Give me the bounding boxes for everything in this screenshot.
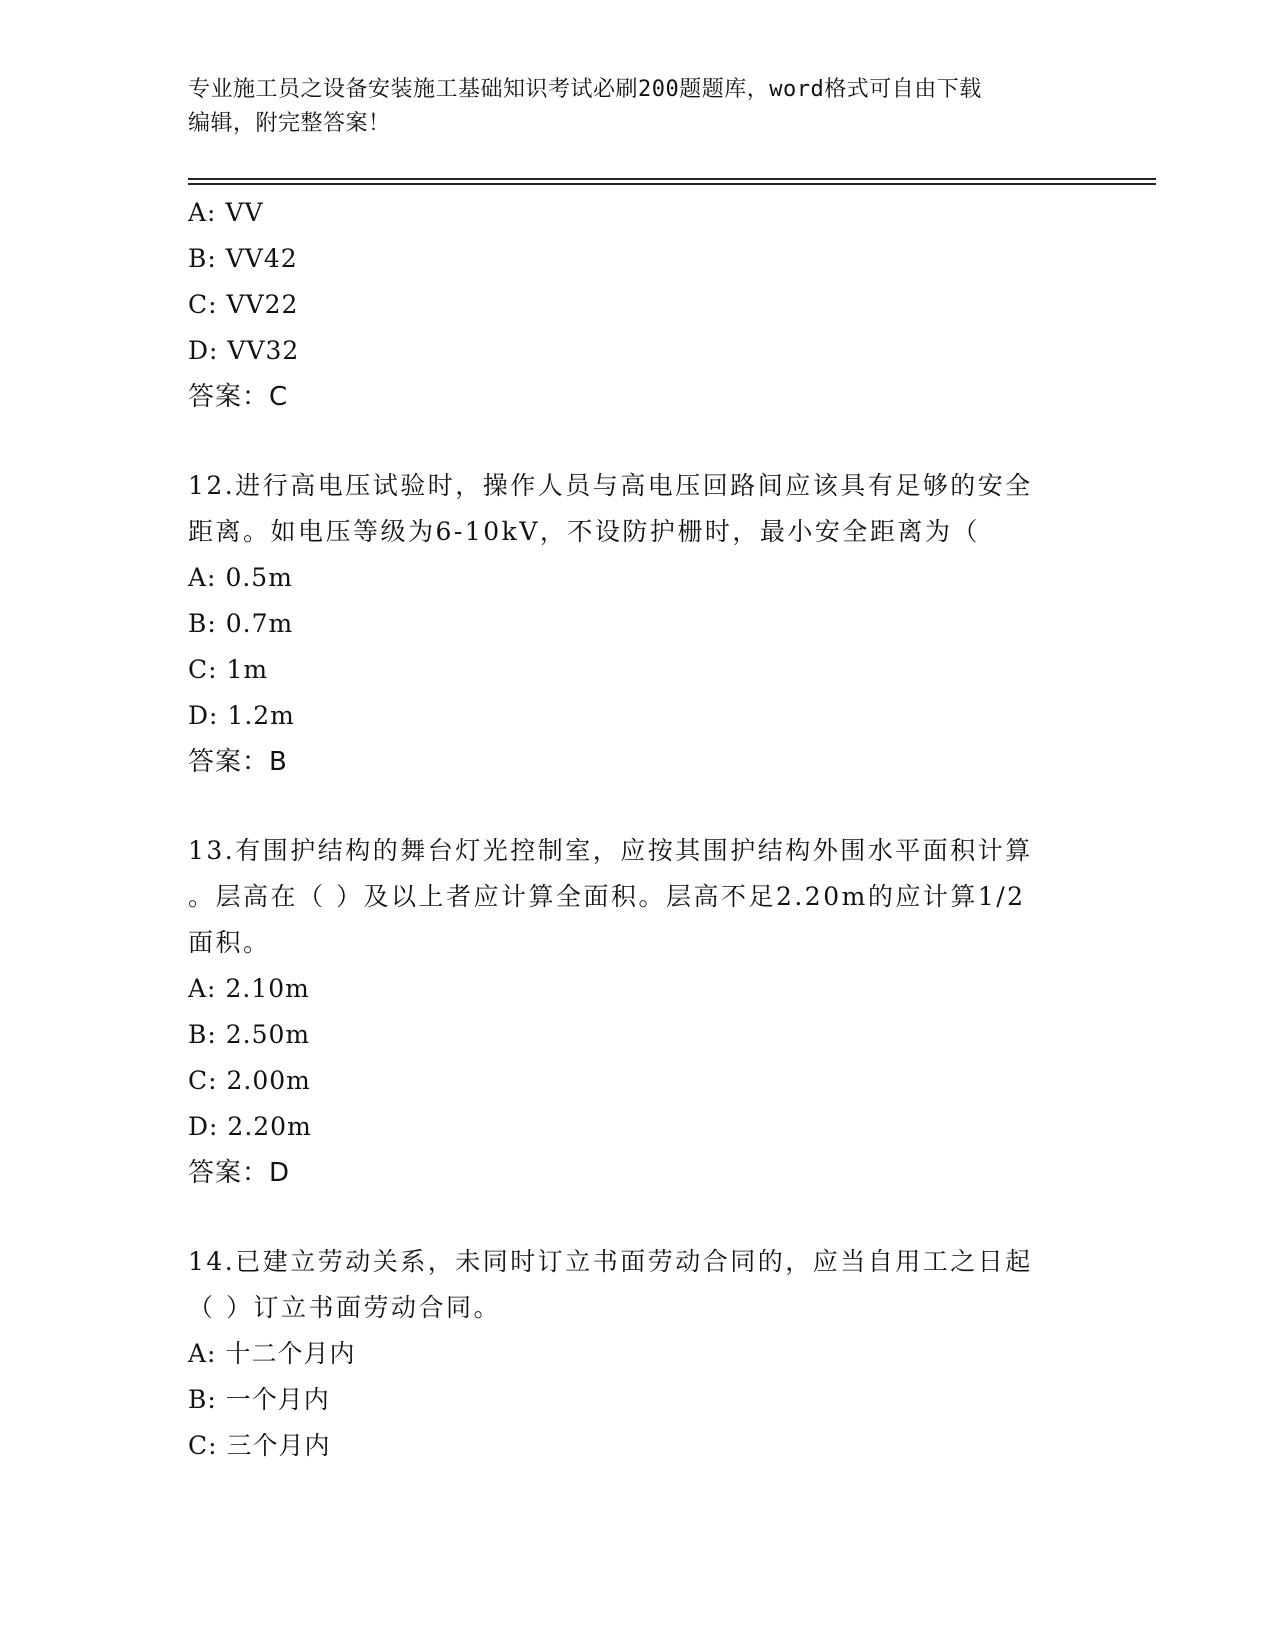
option-label: A: bbox=[188, 1339, 217, 1368]
question-13-block bbox=[188, 828, 1088, 1196]
option-c bbox=[188, 1423, 1088, 1469]
option-d bbox=[188, 328, 1088, 374]
option-text: VV42 bbox=[225, 244, 298, 273]
option-b bbox=[188, 1377, 1088, 1423]
option-text: 1m bbox=[226, 655, 269, 684]
answer-line: 答案：C bbox=[188, 382, 289, 412]
answer-line: 答案：D bbox=[188, 1158, 291, 1188]
option-text: 0.5m bbox=[225, 563, 293, 592]
question-text-line: 。层高在（ ）及以上者应计算全面积。层高不足2.20m的应计算1/2 bbox=[188, 882, 1026, 911]
question-text-line: 距离。如电压等级为6-10kV，不设防护栅时，最小安全距离为（ bbox=[188, 517, 980, 546]
question-text-line: 13.有围护结构的舞台灯光控制室，应按其围护结构外围水平面积计算 bbox=[188, 836, 1033, 865]
option-text: VV32 bbox=[227, 336, 300, 365]
question-text-line: 12.进行高电压试验时，操作人员与高电压回路间应该具有足够的安全 bbox=[188, 471, 1033, 500]
option-label: C: bbox=[188, 290, 218, 319]
option-label: C: bbox=[188, 655, 218, 684]
document-title bbox=[188, 73, 1088, 141]
title-line-1: 专业施工员之设备安装施工基础知识考试必刷200题题库，word格式可自由下载 bbox=[188, 77, 982, 102]
option-c bbox=[188, 647, 1088, 693]
option-label: C: bbox=[188, 1431, 218, 1460]
option-text: 2.50m bbox=[225, 1020, 311, 1049]
question-text-line: （ ）订立书面劳动合同。 bbox=[188, 1293, 501, 1322]
option-label: D: bbox=[188, 1112, 219, 1141]
option-a bbox=[188, 190, 1088, 236]
option-label: B: bbox=[188, 244, 217, 273]
question-14-block bbox=[188, 1239, 1088, 1469]
option-text: 2.10m bbox=[225, 974, 310, 1003]
option-text: 2.20m bbox=[227, 1112, 312, 1141]
option-b bbox=[188, 601, 1088, 647]
option-text: 一个月内 bbox=[225, 1385, 330, 1414]
option-label: D: bbox=[188, 336, 219, 365]
spacer bbox=[188, 420, 1088, 463]
option-text: VV bbox=[225, 198, 264, 227]
option-text: 1.2m bbox=[227, 701, 295, 730]
option-b bbox=[188, 1012, 1088, 1058]
prev-question-block bbox=[188, 190, 1088, 420]
option-label: A: bbox=[188, 198, 217, 227]
option-label: B: bbox=[188, 1385, 217, 1414]
title-line-2: 编辑，附完整答案！ bbox=[188, 111, 391, 136]
spacer bbox=[188, 1196, 1088, 1239]
question-text-line: 14.已建立劳动关系，未同时订立书面劳动合同的，应当自用工之日起 bbox=[188, 1247, 1033, 1276]
option-d bbox=[188, 1104, 1088, 1150]
option-a bbox=[188, 966, 1088, 1012]
question-content bbox=[188, 190, 1088, 1469]
option-label: A: bbox=[188, 563, 217, 592]
option-d bbox=[188, 693, 1088, 739]
option-b bbox=[188, 236, 1088, 282]
option-label: D: bbox=[188, 701, 219, 730]
option-label: B: bbox=[188, 1020, 217, 1049]
question-12-block bbox=[188, 463, 1088, 785]
option-c bbox=[188, 1058, 1088, 1104]
option-text: 2.00m bbox=[226, 1066, 311, 1095]
header-divider-bottom bbox=[188, 183, 1156, 185]
option-a bbox=[188, 555, 1088, 601]
option-text: 十二个月内 bbox=[225, 1339, 356, 1368]
option-text: 0.7m bbox=[225, 609, 294, 638]
option-c bbox=[188, 282, 1088, 328]
option-label: A: bbox=[188, 974, 217, 1003]
option-label: C: bbox=[188, 1066, 218, 1095]
option-a bbox=[188, 1331, 1088, 1377]
option-text: VV22 bbox=[226, 290, 299, 319]
option-text: 三个月内 bbox=[226, 1431, 331, 1460]
header-divider-top bbox=[188, 178, 1156, 180]
spacer bbox=[188, 785, 1088, 828]
answer-line: 答案：B bbox=[188, 747, 288, 777]
question-text-line: 面积。 bbox=[188, 928, 271, 957]
option-label: B: bbox=[188, 609, 217, 638]
